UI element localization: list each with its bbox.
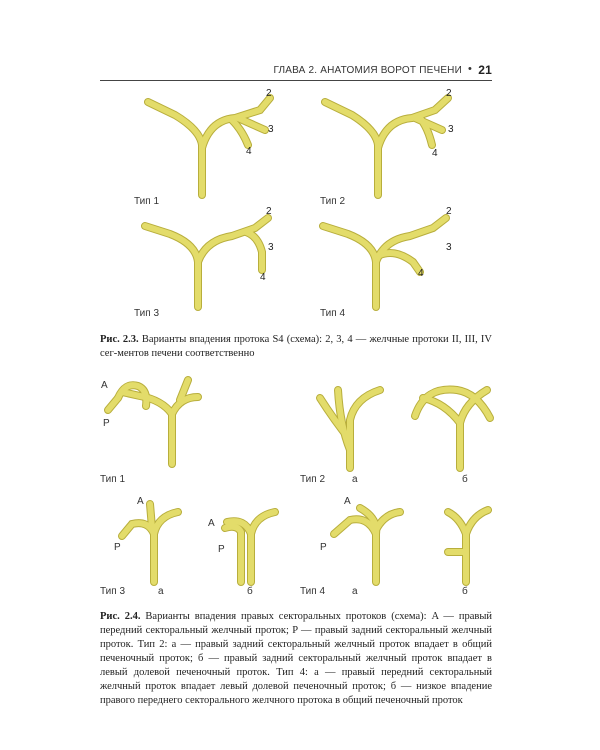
fig24-t4-sub-b: б bbox=[462, 586, 468, 597]
fig23-t3-label-2: 2 bbox=[266, 206, 272, 217]
fig23-t3-label-4: 4 bbox=[260, 272, 266, 283]
fig23-t4-label-2: 2 bbox=[446, 206, 452, 217]
fig24-t1-label-P: P bbox=[103, 418, 110, 429]
fig24-t3a-label-P: P bbox=[114, 542, 121, 553]
fig23-caption bbox=[100, 333, 492, 361]
fig24-type2-label: Тип 2 bbox=[300, 474, 326, 485]
fig24-type1-diagram bbox=[100, 372, 210, 472]
fig24-type4-label: Тип 4 bbox=[300, 586, 326, 597]
fig23-t1-label-3: 3 bbox=[268, 124, 274, 135]
fig23-t2-label-3: 3 bbox=[448, 124, 454, 135]
fig23-t4-label-4: 4 bbox=[418, 268, 424, 279]
fig24-type2b-diagram bbox=[405, 378, 505, 473]
fig24-t1-label-A: A bbox=[101, 380, 108, 391]
fig23-t1-label-2: 2 bbox=[266, 88, 272, 99]
fig23-type4-label: Тип 4 bbox=[320, 308, 346, 319]
fig24-t3a-label-A: A bbox=[137, 496, 144, 507]
fig23-type3-label: Тип 3 bbox=[134, 308, 160, 319]
fig24-t2-sub-b: б bbox=[462, 474, 468, 485]
fig23-t1-label-4: 4 bbox=[246, 146, 252, 157]
fig23-t2-label-2: 2 bbox=[446, 88, 452, 99]
fig24-t4a-label-A: A bbox=[344, 496, 351, 507]
fig24-type4a-diagram bbox=[320, 494, 410, 586]
fig24-caption-text: Варианты впадения правых секторальных протоков (схема): A — правый передний секторальный желчный проток; P — правый задний секторальный желчный проток. Тип 2: а — правый задний секторальный желчный проток впадает в общий печеночный проток; б — правый задний секторальный желчный проток впадает в левый долевой печеночный проток. Тип 4: а — правый передний секторальный желчный проток впадает левый долевой печеночный проток; б — низкое впадение правого переднего секторального желчного протока в общий печеночный проток bbox=[100, 611, 493, 706]
fig23-type2-diagram bbox=[320, 90, 470, 200]
fig24-t3-sub-a: а bbox=[158, 586, 164, 597]
fig23-t3-label-3: 3 bbox=[268, 242, 274, 253]
fig23-type3-diagram bbox=[140, 212, 290, 312]
fig23-type1-label: Тип 1 bbox=[134, 196, 160, 207]
fig23-caption-lead: Рис. 2.3. bbox=[100, 334, 139, 345]
fig24-t4a-label-P: P bbox=[320, 542, 327, 553]
fig23-caption-text: Варианты впадения протока S4 (схема): 2, 3, 4 — желчные протоки II, III, IV сег-ментов печени соответственно bbox=[100, 334, 493, 359]
fig23-t4-label-3: 3 bbox=[446, 242, 452, 253]
fig24-caption bbox=[100, 610, 492, 708]
fig24-t3b-label-A: A bbox=[208, 518, 215, 529]
fig24-type2a-diagram bbox=[310, 380, 390, 472]
fig24-type3a-diagram bbox=[112, 494, 192, 586]
fig24-t3-sub-b: б bbox=[247, 586, 253, 597]
fig24-caption-lead: Рис. 2.4. bbox=[100, 611, 141, 622]
running-header bbox=[100, 62, 492, 81]
fig24-type1-label: Тип 1 bbox=[100, 474, 126, 485]
fig23-type1-diagram bbox=[140, 90, 290, 200]
fig24-t3b-label-P: P bbox=[218, 544, 225, 555]
fig24-type4b-diagram bbox=[432, 496, 502, 586]
fig24-t2-sub-a: а bbox=[352, 474, 358, 485]
fig23-t2-label-4: 4 bbox=[432, 148, 438, 159]
fig24-type3b-diagram bbox=[215, 496, 285, 586]
fig24-t4-sub-a: а bbox=[352, 586, 358, 597]
page-number: 21 bbox=[478, 63, 492, 77]
header-bullet: • bbox=[467, 63, 472, 75]
fig23-type2-label: Тип 2 bbox=[320, 196, 346, 207]
fig23-type4-diagram bbox=[318, 212, 468, 312]
fig24-type3-label: Тип 3 bbox=[100, 586, 126, 597]
running-title: ГЛАВА 2. АНАТОМИЯ ВОРОТ ПЕЧЕНИ bbox=[273, 65, 462, 76]
